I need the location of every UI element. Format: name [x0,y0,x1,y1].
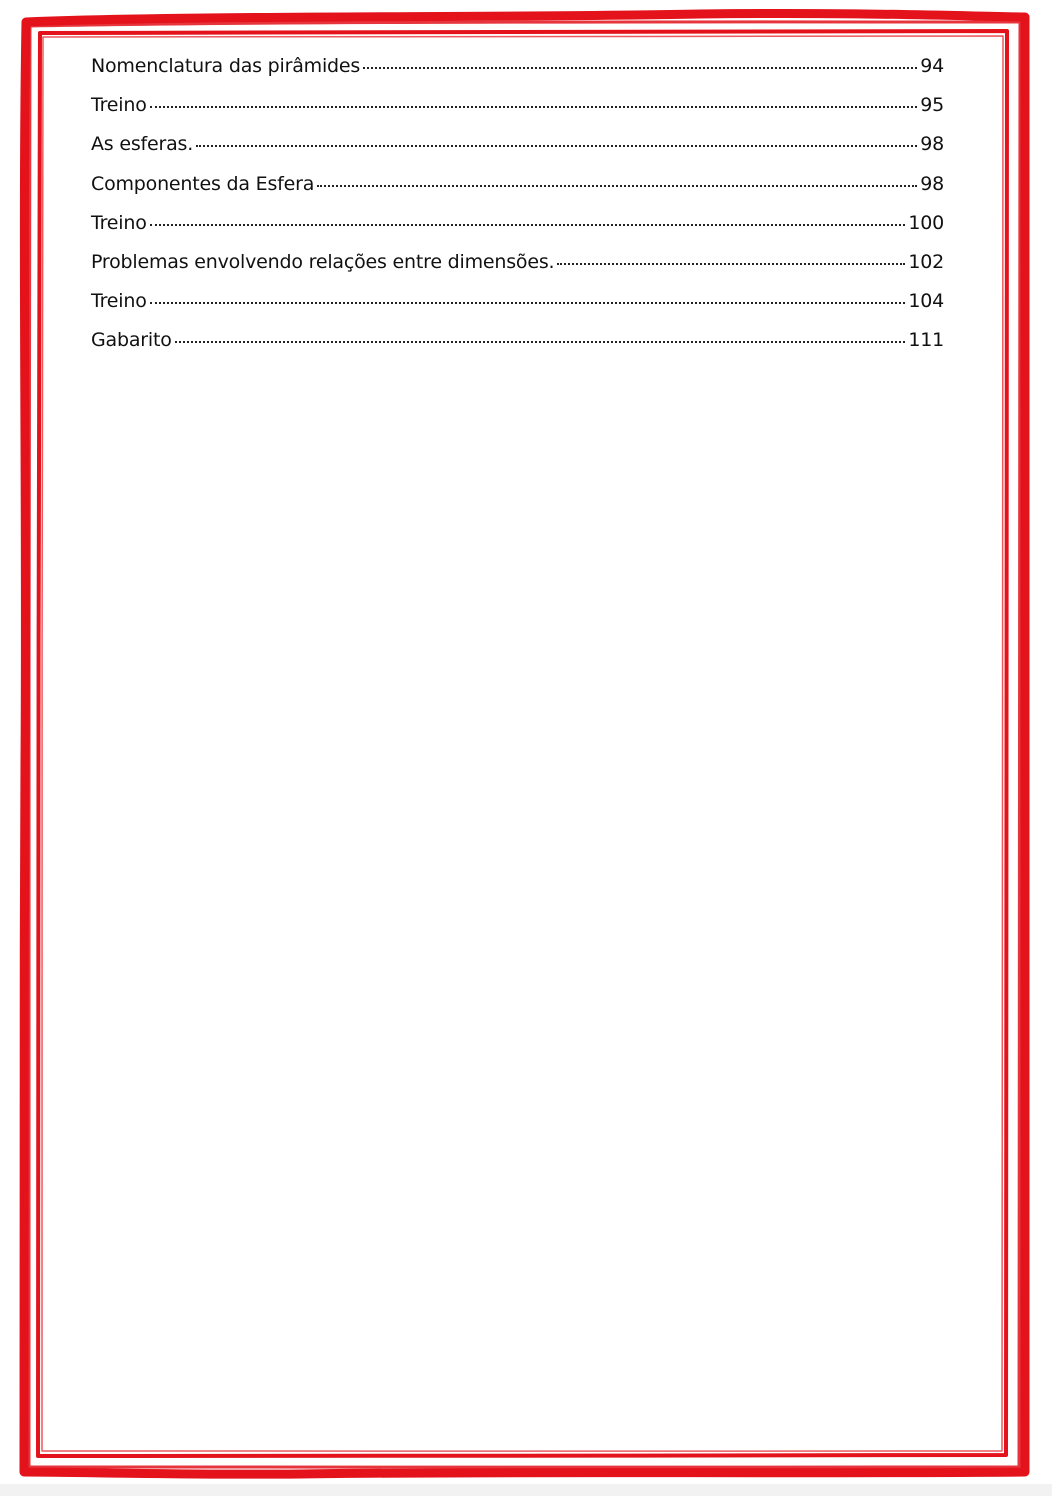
toc-entry-title: Componentes da Esfera [91,172,315,195]
toc-entry-page: 102 [908,250,944,273]
toc-entry[interactable] [91,55,944,94]
toc-entry[interactable] [91,173,944,212]
toc-entry-title: Problemas envolvendo relações entre dimensões. [91,250,555,273]
toc-entry-page: 104 [908,290,944,313]
toc-dot-leader [196,145,917,147]
toc-dot-leader [363,67,917,69]
toc-entry[interactable] [91,290,944,329]
toc-entry-title: Nomenclatura das pirâmides [91,55,361,77]
toc-entry-title: Treino [91,94,147,117]
toc-entry-page: 95 [920,94,944,117]
toc-entry[interactable] [91,94,944,133]
toc-dot-leader [150,106,918,108]
toc-entry-title: Gabarito [91,329,172,352]
toc-dot-leader [150,224,906,226]
toc-entry-title: Treino [91,211,147,234]
toc-entry[interactable] [91,133,944,172]
toc-entry-page: 98 [920,172,944,195]
toc-dot-leader [150,302,906,304]
table-of-contents [91,55,944,369]
toc-entry-title: Treino [91,290,147,313]
toc-dot-leader [317,185,917,187]
toc-dot-leader [175,341,906,343]
toc-entry-page: 111 [908,329,944,352]
toc-entry[interactable] [91,329,944,368]
toc-dot-leader [557,263,905,265]
toc-entry-page: 98 [920,133,944,156]
toc-entry-page: 94 [920,55,944,77]
toc-entry[interactable] [91,251,944,290]
toc-entry-title: As esferas. [91,133,194,156]
toc-entry-page: 100 [908,211,944,234]
toc-entry[interactable] [91,212,944,251]
